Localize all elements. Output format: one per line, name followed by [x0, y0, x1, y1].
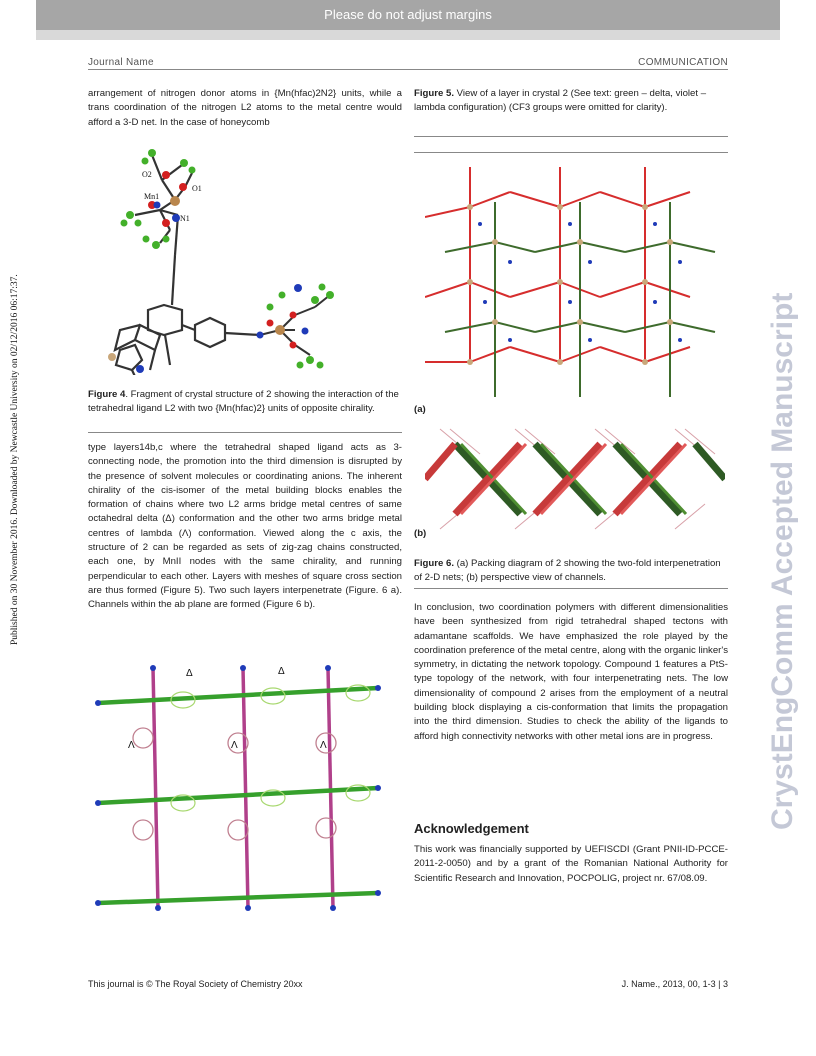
left-paragraph-1: [88, 87, 402, 130]
banner-strip: [36, 30, 780, 40]
figure-4-caption-text: . Fragment of crystal structure of 2 showing the interaction of the tetrahedral ligand L2 with two {Mn(hfac)2} units of opposite chirality.: [88, 389, 399, 414]
acknowledgement-paragraph: [414, 843, 728, 886]
figure-4-structure: [100, 135, 400, 375]
figure-6a-packing-diagram: [425, 162, 725, 402]
figure-6b-channel-view: [425, 424, 725, 534]
figure-6b-label: (b): [414, 528, 427, 539]
figure-4-caption: [88, 388, 402, 416]
figure-6a-label: (a): [414, 404, 426, 415]
footer-copyright: This journal is © The Royal Society of Chemistry 20xx: [88, 979, 303, 989]
figure-6-caption: [414, 557, 728, 585]
conclusion-paragraph: [414, 601, 728, 744]
delta-symbol: Δ: [278, 666, 285, 677]
figure-5-caption-lead: Figure 5.: [414, 88, 454, 99]
acknowledgement-heading: Acknowledgement: [414, 821, 529, 836]
atom-label-n1: N1: [180, 214, 190, 223]
left-paragraph-2-text: type layers14b,c where the tetrahedral shaped ligand acts as 3-connecting node, the promotion into the third dimension is disrupted by the presence of solvent molecules or coordinating anions. The inherent chirality of the cis-isomer of the metal building blocks enables the formation of chains where two L2 arms bridge metal centres of same octahedral delta (Δ) conformation and the other two arms bridge metal centres of lambda (Λ) conformation. Viewed along the c axis, the structure of 2 can be regarded as sets of zig-zag chains constructed, each one, by MnII nodes with the same chirality, and running perpendicular to each other. Layers with meshes of square cross section are thus formed (Figure 5). Two such layers interpenetrate (Figure. 6 a). Channels within the ab plane are formed (Figure 6 b).: [88, 442, 402, 611]
atom-label-o2: O2: [142, 170, 152, 179]
lambda-symbol: Λ: [231, 740, 238, 751]
acknowledgement-text: This work was financially supported by UEFISCDI (Grant PNII-ID-PCCE-2011-2-0050) and by a grant of the Romanian National Authority for Scientific Research and Innovation, POCPOLIG, project nr. 67/08.09.: [414, 844, 728, 884]
figure-6-top-rule: [414, 152, 728, 153]
atom-label-o1: O1: [192, 184, 202, 193]
lambda-symbol: Λ: [128, 740, 135, 751]
figure-5-layer-view: [88, 658, 402, 916]
side-note-text: Published on 30 November 2016. Downloaded by Newcastle University on 02/12/2016 06:17:37.: [10, 274, 20, 645]
footer-citation: J. Name., 2013, 00, 1-3 | 3: [621, 979, 728, 989]
atom-label-mn1: Mn1: [144, 192, 160, 201]
figure-6-rule: [414, 588, 728, 589]
figure-4-rule: [88, 432, 402, 433]
margin-banner: Please do not adjust margins: [36, 0, 780, 30]
delta-symbol: Δ: [186, 668, 193, 679]
conclusion-text: In conclusion, two coordination polymers with different dimensionalities have been synthesized from rigid tetrahedral shaped tectons with adamantane scaffolds. We have emphasized the role played by the coordination preference of the metal centre, along with the organic linker's symmetry, in dictating the network topology. Compound 1 features a PtS-type topology of the network, with four interpenetrating nets. The low dimensionality of compound 2 arises from the employment of a neutral building block displaying a cis-conformation that limits the propagation into the third dimension. Studies to check the ability of the ligands to afford high connectivity networks with other metal ions are in progress.: [414, 602, 728, 742]
lambda-symbol: Λ: [320, 740, 327, 751]
accepted-manuscript-watermark: [762, 255, 802, 830]
publication-side-note: [8, 225, 22, 645]
figure-5-caption-text: View of a layer in crystal 2 (See text: green – delta, violet – lambda configuration) (CF3 groups were omitted for clarity).: [414, 88, 707, 113]
figure-4-caption-lead: Figure 4: [88, 389, 126, 400]
left-paragraph-1-text: arrangement of nitrogen donor atoms in {Mn(hfac)2N2} units, while a trans coordination of the nitrogen L2 atoms to the metal centre would afford a 3-D net. In the case of honeycomb: [88, 88, 402, 128]
watermark-text: CrystEngComm Accepted Manuscript: [766, 292, 799, 830]
figure-6-caption-text: (a) Packing diagram of 2 showing the two-fold interpenetration of 2-D nets; (b) perspective view of channels.: [414, 558, 721, 583]
header-rule: [88, 69, 728, 70]
journal-name-header: Journal Name: [88, 57, 154, 68]
figure-5-caption-rule: [414, 136, 728, 137]
article-type-header: COMMUNICATION: [638, 57, 728, 68]
figure-6-caption-lead: Figure 6.: [414, 558, 454, 569]
left-paragraph-2: [88, 441, 402, 613]
figure-5-caption: [414, 87, 728, 115]
